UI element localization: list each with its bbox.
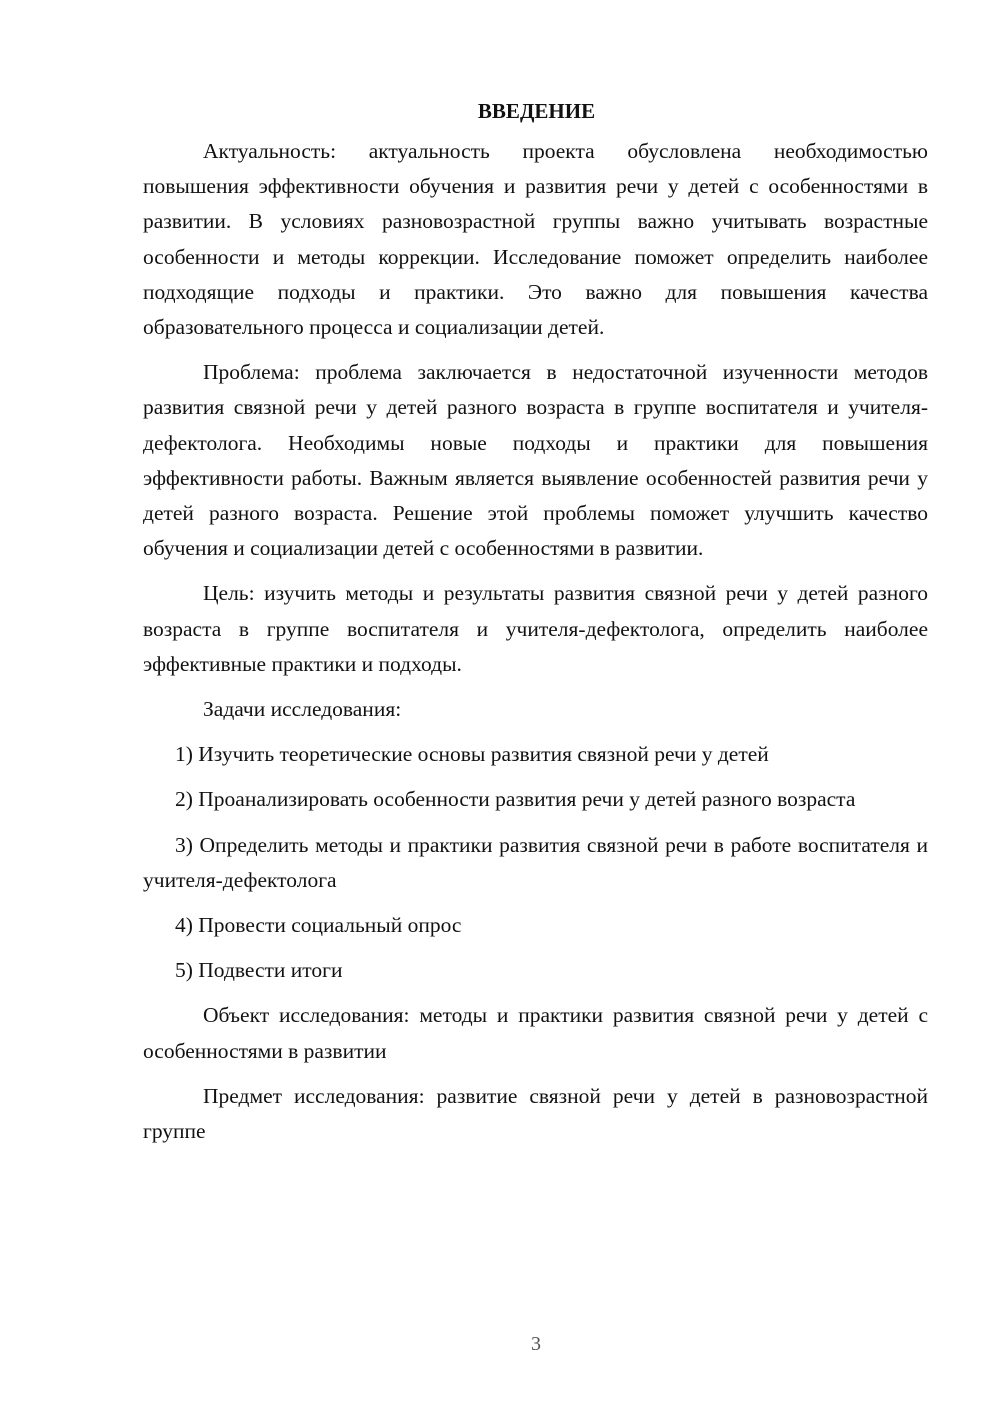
page-number: 3	[531, 1333, 541, 1355]
task-item-2: 2) Проанализировать особенности развития речи у детей разного возраста	[175, 787, 856, 812]
relevance-paragraph: Актуальность: актуальность проекта обусловлена необходимостью повышения эффективности обучения и развития речи у детей с особенностями в развитии. В условиях разновозрастной группы важно учитывать возрастные особенности и методы коррекции. Исследование поможет определить наиболее подходящие подходы и практики. Это важно для повышения качества образовательного процесса и социализации детей.	[143, 139, 928, 340]
document-page	[143, 96, 928, 1159]
task-item-4: 4) Провести социальный опрос	[175, 913, 462, 938]
object-paragraph: Объект исследования: методы и практики развития связной речи у детей с особенностями в развитии	[143, 1003, 928, 1063]
task-item-5: 5) Подвести итоги	[175, 958, 343, 983]
goal-paragraph: Цель: изучить методы и результаты развития связной речи у детей разного возраста в группе воспитателя и учителя-дефектолога, определить наиболее эффективные практики и подходы.	[143, 581, 928, 676]
problem-paragraph: Проблема: проблема заключается в недостаточной изученности методов развития связной речи у детей разного возраста в группе воспитателя и учителя-дефектолога. Необходимы новые подходы и практики для повышения эффективности работы. Важным является выявление особенностей развития речи у детей разного возраста. Решение этой проблемы поможет улучшить качество обучения и социализации детей с особенностями в развитии.	[143, 360, 928, 561]
tasks-heading: Задачи исследования:	[203, 697, 402, 722]
task-item-1: 1) Изучить теоретические основы развития связной речи у детей	[175, 742, 769, 767]
subject-paragraph: Предмет исследования: развитие связной речи у детей в разновозрастной группе	[143, 1083, 928, 1144]
section-title: ВВЕДЕНИЕ	[477, 99, 596, 123]
task-item-3: 3) Определить методы и практики развития связной речи в работе воспитателя и учителя-дефектолога	[143, 832, 928, 892]
